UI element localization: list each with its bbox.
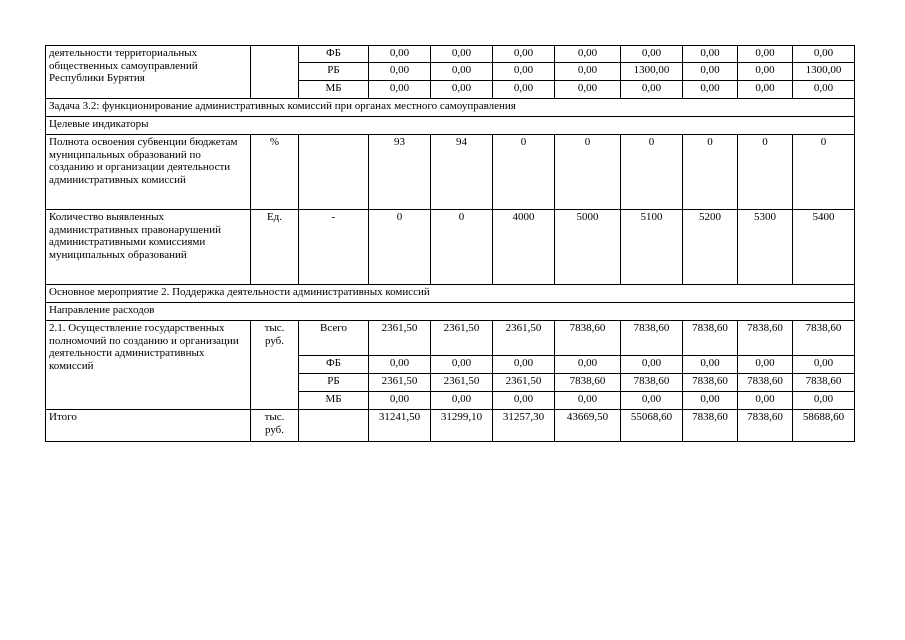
value-cell: 0,00 (369, 63, 431, 81)
value-cell: 94 (431, 135, 493, 210)
value-cell: 4000 (493, 210, 555, 285)
value-cell: 7838,60 (793, 321, 855, 356)
value-cell: 7838,60 (621, 321, 683, 356)
value-cell: 2361,50 (369, 321, 431, 356)
table-row (46, 303, 855, 321)
value-cell: 0 (431, 210, 493, 285)
value-cell: 7838,60 (738, 374, 793, 392)
value-cell: 0,00 (431, 356, 493, 374)
value-cell: 58688,60 (793, 410, 855, 442)
value-cell: 7838,60 (683, 374, 738, 392)
value-cell: 0 (683, 135, 738, 210)
activity-name: 2.1. Осуществление государственных полномочий по созданию и организации деятельности административных комиссий (46, 321, 251, 410)
value-cell: 7838,60 (793, 374, 855, 392)
value-cell: 0,00 (621, 392, 683, 410)
indicator-unit: % (251, 135, 299, 210)
value-cell: 0,00 (738, 356, 793, 374)
value-cell: 0 (555, 135, 621, 210)
table-row (46, 99, 855, 117)
value-cell: 0,00 (793, 392, 855, 410)
activity-unit: тыс. руб. (251, 321, 299, 410)
row-description: деятельности территориальных общественных самоуправлений Республики Бурятия (46, 46, 251, 99)
source-label: ФБ (299, 46, 369, 63)
value-cell: 43669,50 (555, 410, 621, 442)
value-cell: 2361,50 (493, 321, 555, 356)
value-cell: 0,00 (493, 63, 555, 81)
indicator-unit: Ед. (251, 210, 299, 285)
value-cell: 1300,00 (793, 63, 855, 81)
value-cell: 0,00 (738, 46, 793, 63)
value-cell: 0,00 (493, 356, 555, 374)
source-label: МБ (299, 81, 369, 99)
value-cell: 2361,50 (369, 374, 431, 392)
value-cell: 1300,00 (621, 63, 683, 81)
total-source-cell (299, 410, 369, 442)
value-cell: 0,00 (431, 81, 493, 99)
value-cell: 7838,60 (555, 374, 621, 392)
table-row (46, 285, 855, 303)
value-cell: 0,00 (493, 46, 555, 63)
value-cell: 5100 (621, 210, 683, 285)
main-event-header: Основное мероприятие 2. Поддержка деятельности административных комиссий (46, 285, 855, 303)
value-cell: 93 (369, 135, 431, 210)
total-label: Итого (46, 410, 251, 442)
value-cell: 0,00 (555, 392, 621, 410)
task-header: Задача 3.2: функционирование административных комиссий при органах местного самоуправления (46, 99, 855, 117)
value-cell: 2361,50 (431, 374, 493, 392)
table-row (46, 46, 855, 63)
value-cell: 0,00 (738, 392, 793, 410)
source-label: МБ (299, 392, 369, 410)
value-cell: 7838,60 (738, 321, 793, 356)
table-row (46, 321, 855, 356)
value-cell: 0 (369, 210, 431, 285)
value-cell: 0,00 (738, 63, 793, 81)
value-cell: 7838,60 (738, 410, 793, 442)
value-cell: 0 (738, 135, 793, 210)
value-cell: 7838,60 (683, 410, 738, 442)
value-cell: 55068,60 (621, 410, 683, 442)
table-row (46, 135, 855, 210)
value-cell: 0,00 (621, 356, 683, 374)
source-label: Всего (299, 321, 369, 356)
value-cell: 7838,60 (621, 374, 683, 392)
table-row (46, 117, 855, 135)
value-cell: 0,00 (431, 392, 493, 410)
value-cell: 7838,60 (683, 321, 738, 356)
unit-cell (251, 46, 299, 99)
value-cell: 0,00 (738, 81, 793, 99)
indicator-base: - (299, 210, 369, 285)
value-cell: 31299,10 (431, 410, 493, 442)
value-cell: 5400 (793, 210, 855, 285)
value-cell: 5200 (683, 210, 738, 285)
value-cell: 0,00 (369, 46, 431, 63)
value-cell: 0,00 (493, 81, 555, 99)
value-cell: 0,00 (555, 356, 621, 374)
table-row (46, 210, 855, 285)
source-label: РБ (299, 63, 369, 81)
value-cell: 0,00 (369, 81, 431, 99)
value-cell: 0,00 (555, 81, 621, 99)
value-cell: 0,00 (369, 356, 431, 374)
value-cell: 0,00 (683, 81, 738, 99)
value-cell: 0,00 (431, 46, 493, 63)
total-unit: тыс. руб. (251, 410, 299, 442)
value-cell: 2361,50 (431, 321, 493, 356)
value-cell: 0,00 (555, 63, 621, 81)
value-cell: 31257,30 (493, 410, 555, 442)
value-cell: 0 (621, 135, 683, 210)
source-label: ФБ (299, 356, 369, 374)
value-cell: 0,00 (793, 81, 855, 99)
indicator-name: Количество выявленных административных правонарушений административными комиссиями муниципальных образований (46, 210, 251, 285)
value-cell: 2361,50 (493, 374, 555, 392)
value-cell: 5300 (738, 210, 793, 285)
value-cell: 0,00 (431, 63, 493, 81)
value-cell: 31241,50 (369, 410, 431, 442)
value-cell: 0,00 (683, 356, 738, 374)
expenses-header: Направление расходов (46, 303, 855, 321)
value-cell: 7838,60 (555, 321, 621, 356)
value-cell: 0 (793, 135, 855, 210)
value-cell: 0,00 (683, 392, 738, 410)
value-cell: 0,00 (621, 81, 683, 99)
value-cell: 0,00 (793, 46, 855, 63)
value-cell: 0 (493, 135, 555, 210)
value-cell: 0,00 (621, 46, 683, 63)
indicators-header: Целевые индикаторы (46, 117, 855, 135)
value-cell: 0,00 (555, 46, 621, 63)
indicator-name: Полнота освоения субвенции бюджетам муниципальных образований по созданию и организации деятельности административных комиссий (46, 135, 251, 210)
table-row (46, 410, 855, 442)
value-cell: 0,00 (493, 392, 555, 410)
budget-table (45, 45, 855, 442)
value-cell: 5000 (555, 210, 621, 285)
value-cell: 0,00 (683, 63, 738, 81)
source-label: РБ (299, 374, 369, 392)
value-cell: 0,00 (683, 46, 738, 63)
value-cell: 0,00 (369, 392, 431, 410)
value-cell: 0,00 (793, 356, 855, 374)
indicator-base (299, 135, 369, 210)
